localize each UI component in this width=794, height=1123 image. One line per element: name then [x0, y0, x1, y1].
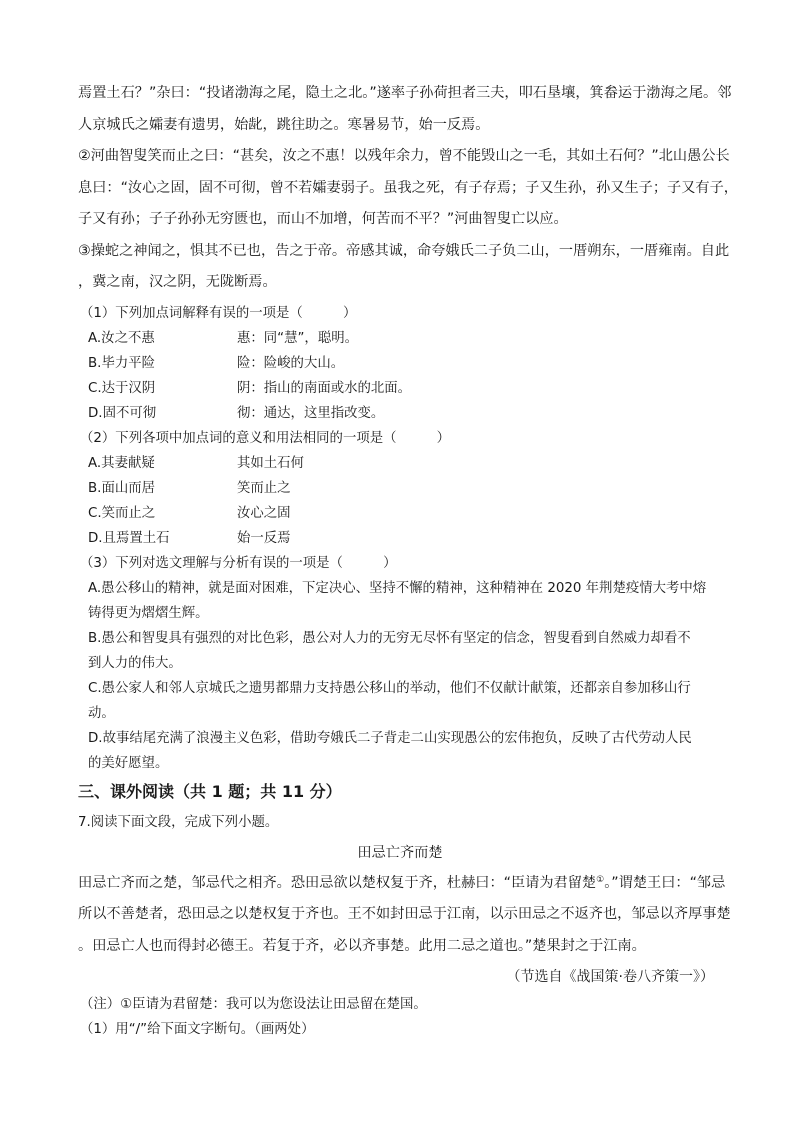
- passage-line: 焉置土石？”杂曰：“投诸渤海之尾，隐土之北。”遂率子孙荷担者三夫，叩石垦壤，箕畚运于渤海之尾。邻: [78, 85, 732, 101]
- question-7-stem: 7.阅读下面文段，完成下列小题。: [78, 814, 279, 830]
- option-d-right: 始一反焉: [237, 530, 291, 546]
- option-b-line: 到人力的伟大。: [88, 655, 182, 671]
- reading-line: 所以不善楚者，恐田忌之以楚权复于齐也。王不如封田忌于江南，以示田忌之不返齐也，邹忌以齐厚事楚: [78, 906, 731, 922]
- passage-line: ②河曲智叟笑而止之曰：“甚矣，汝之不惠！以残年余力，曾不能毁山之一毛，其如土石何？”北山愚公长: [78, 148, 730, 164]
- source-citation: （节选自《战国策·卷八齐策一》）: [506, 969, 714, 985]
- option-b[interactable]: [78, 351, 722, 376]
- option-b-line: B.愚公和智叟具有强烈的对比色彩，愚公对人力的无穷无尽怀有坚定的信念，智叟看到自然威力却看不: [88, 630, 691, 646]
- section-3: [78, 776, 731, 1043]
- question-1: [78, 301, 722, 426]
- question-2-stem: （2）下列各项中加点词的意义和用法相同的一项是（ ）: [80, 430, 451, 446]
- option-c[interactable]: [78, 501, 722, 526]
- option-a-explanation: 惠：同“慧”，聪明。: [237, 330, 358, 346]
- reading-line-part: 。”谓楚王曰：“邹忌: [604, 874, 726, 891]
- option-d-line: D.故事结尾充满了浪漫主义色彩，借助夸娥氏二子背走二山实现愚公的宏伟抱负，反映了古代劳动人民: [88, 730, 692, 746]
- reading-line: 。田忌亡人也而得封必德王。若复于齐，必以齐事楚。此用二忌之道也。”楚果封之于江南。: [78, 937, 646, 954]
- question-3-stem: （3）下列对选文理解与分析有误的一项是（ ）: [80, 555, 397, 571]
- option-a-left: A.其妻献疑: [88, 455, 155, 471]
- option-b[interactable]: [78, 626, 722, 676]
- option-a[interactable]: [78, 451, 722, 476]
- option-c-explanation: 阴：指山的南面或水的北面。: [237, 380, 412, 396]
- passage-line: 息曰：“汝心之固，固不可彻，曾不若孀妻弱子。虽我之死，有子存焉；子又生孙，孙又生子；子又有子，: [78, 179, 738, 196]
- option-a-word: A.汝之不惠: [88, 330, 155, 346]
- option-d[interactable]: [78, 526, 722, 551]
- option-b-left: B.面山而居: [88, 480, 156, 496]
- passage-line: 人京城氏之孀妻有遗男，始龀，跳往助之。寒暑易节，始一反焉。: [78, 116, 490, 133]
- option-a-line: 铸得更为熠熠生辉。: [88, 605, 209, 621]
- option-a[interactable]: [78, 326, 722, 351]
- passage-line: 子又有孙；子子孙孙无穷匮也，而山不加增，何苦而不平？”河曲智叟亡以应。: [78, 211, 568, 227]
- option-b-word: B.毕力平险: [88, 355, 156, 371]
- option-a-line: A.愚公移山的精神，就是面对困难，下定决心、坚持不懈的精神，这种精神在 2020 年荆楚疫情大考中熔: [88, 580, 707, 596]
- footnote-marker: ①: [596, 874, 605, 885]
- passage: [78, 78, 738, 299]
- sub-question-1: （1）用“/”给下面文字断句。（画两处）: [80, 1022, 315, 1037]
- reading-title: 田忌亡齐而楚: [357, 844, 443, 861]
- option-c-left: C.笑而止之: [88, 505, 156, 521]
- option-d[interactable]: [78, 401, 722, 426]
- footnote: （注）①臣请为君留楚：我可以为您设法让田忌留在楚国。: [80, 997, 427, 1012]
- option-d-word: D.固不可彻: [88, 405, 157, 421]
- question-1-stem: （1）下列加点词解释有误的一项是（ ）: [80, 305, 357, 321]
- option-b-right: 笑而止之: [237, 480, 291, 496]
- exam-page: [78, 78, 738, 1042]
- passage-line: ③操蛇之神闻之，惧其不已也，告之于帝。帝感其诚，命夸娥氏二子负二山，一厝朔东，一厝雍南。自此: [78, 242, 730, 259]
- option-d[interactable]: [78, 726, 722, 776]
- option-d-explanation: 彻：通达，这里指改变。: [237, 405, 385, 421]
- question-3: [78, 551, 722, 776]
- reading-line: [78, 868, 726, 900]
- option-c[interactable]: [78, 676, 722, 726]
- option-b[interactable]: [78, 476, 722, 501]
- option-d-left: D.且焉置土石: [88, 530, 170, 546]
- option-a[interactable]: [78, 576, 722, 626]
- question-2: [78, 426, 722, 551]
- option-c-line: C.愚公家人和邻人京城氏之遗男都鼎力支持愚公移山的举动，他们不仅献计献策，还都亲自参加移山行: [88, 680, 691, 696]
- option-a-right: 其如土石何: [237, 455, 304, 471]
- option-d-line: 的美好愿望。: [88, 755, 169, 771]
- section-title: 三、课外阅读（共 1 题；共 11 分）: [78, 781, 342, 801]
- option-c[interactable]: [78, 376, 722, 401]
- reading-line-part: 田忌亡齐而之楚，邹忌代之相齐。恐田忌欲以楚权复于齐，杜赫曰：“臣请为君留楚: [78, 874, 597, 891]
- option-c-right: 汝心之固: [237, 505, 291, 521]
- option-c-line: 动。: [88, 705, 115, 721]
- option-c-word: C.达于汉阴: [88, 380, 156, 396]
- option-b-explanation: 险：险峻的大山。: [237, 355, 345, 371]
- passage-line: ，冀之南，汉之阴，无陇断焉。: [78, 274, 277, 290]
